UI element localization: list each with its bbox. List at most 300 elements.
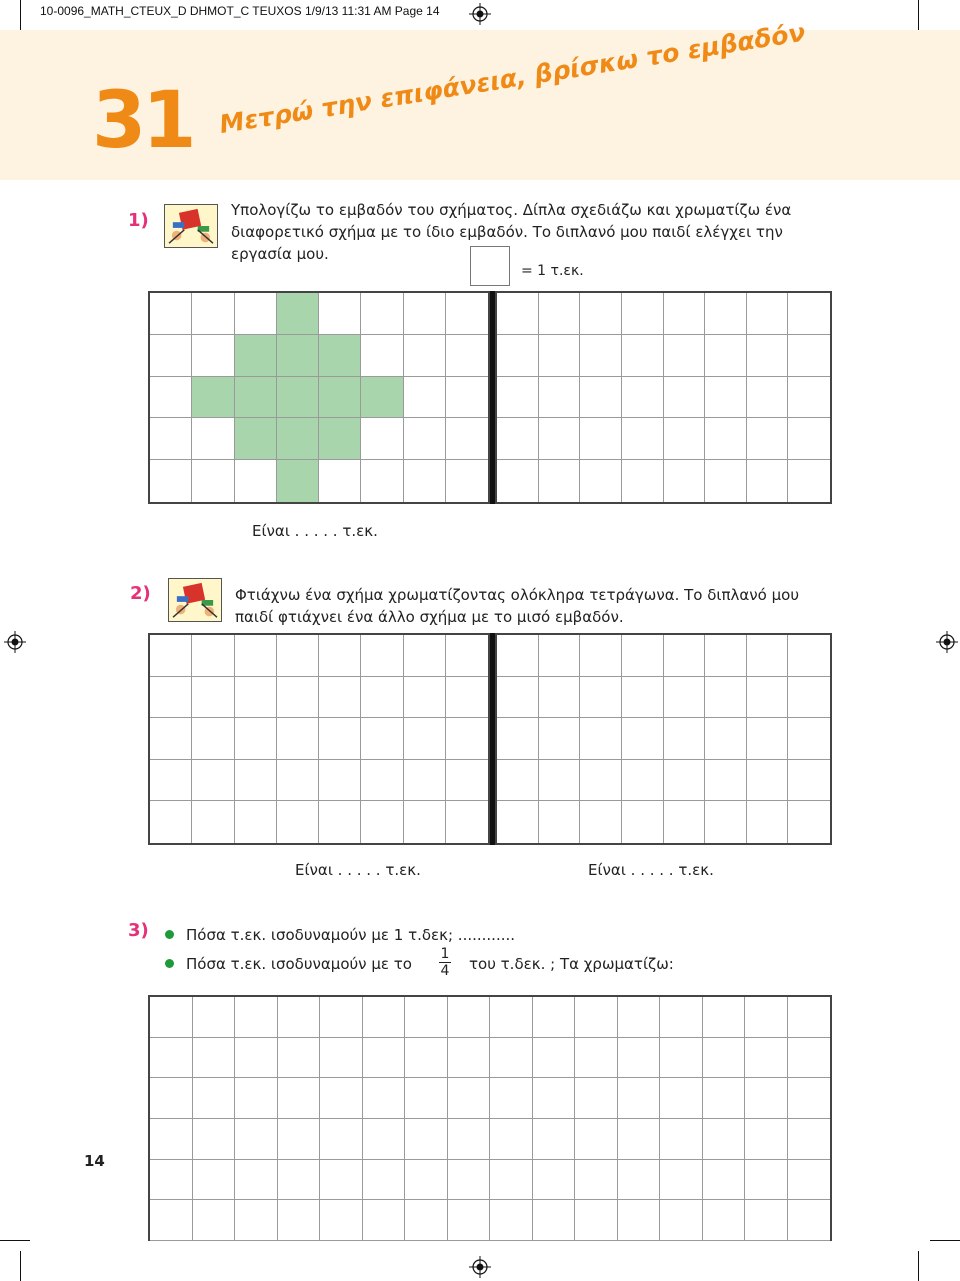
kids-working-icon: [168, 578, 222, 622]
grid-cell[interactable]: [703, 1038, 746, 1079]
grid-exercise-2-left[interactable]: [148, 633, 490, 845]
registration-mark-icon: [936, 631, 958, 653]
grid-cell[interactable]: [747, 418, 789, 460]
grid-cell[interactable]: [705, 718, 747, 760]
grid-cell[interactable]: [622, 718, 664, 760]
grid-cell[interactable]: [788, 677, 830, 719]
grid-cell[interactable]: [404, 635, 446, 677]
grid-cell[interactable]: [622, 293, 664, 335]
grid-cell[interactable]: [618, 997, 661, 1038]
grid-cell[interactable]: [319, 677, 361, 719]
grid-cell[interactable]: [539, 335, 581, 377]
grid-cell[interactable]: [703, 997, 746, 1038]
grid-cell-filled: [277, 335, 319, 377]
grid-cell[interactable]: [705, 801, 747, 843]
grid-cell[interactable]: [235, 635, 277, 677]
grid-cell[interactable]: [539, 460, 581, 502]
grid-cell[interactable]: [747, 377, 789, 419]
kids-working-icon: [164, 204, 218, 248]
instruction-line: Υπολογίζω το εμβαδόν του σχήματος. Δίπλα σχεδιάζω και χρωματίζω ένα: [231, 201, 792, 219]
grid-cell[interactable]: [150, 1038, 193, 1079]
grid-cell[interactable]: [150, 997, 193, 1038]
grid-cell[interactable]: [319, 760, 361, 802]
grid-exercise-1-left: [148, 291, 490, 504]
grid-cell[interactable]: [788, 635, 830, 677]
grid-cell[interactable]: [497, 677, 539, 719]
grid-cell[interactable]: [745, 1038, 788, 1079]
grid-cell[interactable]: [747, 460, 789, 502]
grid-cell[interactable]: [361, 718, 403, 760]
grid-cell[interactable]: [363, 1200, 406, 1241]
grid-cell[interactable]: [580, 377, 622, 419]
grid-cell[interactable]: [664, 635, 706, 677]
grid-cell[interactable]: [618, 1038, 661, 1079]
grid-cell-filled: [277, 418, 319, 460]
grid-cell[interactable]: [745, 1078, 788, 1119]
grid-cell[interactable]: [192, 718, 234, 760]
grid-cell[interactable]: [235, 1160, 278, 1201]
grid-cell: [446, 293, 488, 335]
grid-cell[interactable]: [448, 997, 491, 1038]
grid-cell[interactable]: [705, 377, 747, 419]
grid-cell[interactable]: [575, 1038, 618, 1079]
grid-cell: [319, 293, 361, 335]
grid-cell[interactable]: [235, 801, 277, 843]
grid-cell[interactable]: [745, 1119, 788, 1160]
grid-cell[interactable]: [618, 1160, 661, 1201]
grid-cell[interactable]: [575, 1119, 618, 1160]
page-number: 14: [84, 1152, 105, 1170]
grid-cell[interactable]: [745, 1200, 788, 1241]
grid-cell[interactable]: [539, 418, 581, 460]
grid-cell[interactable]: [575, 1200, 618, 1241]
grid-cell: [319, 460, 361, 502]
instruction-line: εργασία μου.: [231, 245, 329, 263]
exercise-1-answer[interactable]: Είναι . . . . . τ.εκ.: [252, 522, 378, 540]
grid-cell[interactable]: [703, 1200, 746, 1241]
grid-cell[interactable]: [788, 1160, 831, 1201]
grid-cell[interactable]: [703, 1160, 746, 1201]
grid-cell[interactable]: [150, 760, 192, 802]
grid-cell[interactable]: [446, 635, 488, 677]
grid-cell[interactable]: [705, 335, 747, 377]
grid-cell: [446, 460, 488, 502]
grid-cell[interactable]: [664, 335, 706, 377]
grid-cell[interactable]: [618, 1200, 661, 1241]
grid-cell[interactable]: [363, 1119, 406, 1160]
exercise-3-question-1: Πόσα τ.εκ. ισοδυναμούν με 1 τ.δεκ; ............: [186, 926, 516, 944]
grid-cell[interactable]: [150, 718, 192, 760]
grid-cell[interactable]: [446, 801, 488, 843]
grid-cell[interactable]: [580, 801, 622, 843]
grid-cell[interactable]: [747, 801, 789, 843]
grid-cell-filled: [277, 293, 319, 335]
grid-cell[interactable]: [575, 1160, 618, 1201]
grid-cell[interactable]: [448, 1200, 491, 1241]
grid-cell[interactable]: [193, 1038, 236, 1079]
grid-cell-filled: [235, 335, 277, 377]
grid-cell[interactable]: [705, 418, 747, 460]
grid-cell[interactable]: [320, 1038, 363, 1079]
grid-cell[interactable]: [788, 460, 830, 502]
grid-cell[interactable]: [533, 1078, 576, 1119]
grid-cell: [150, 377, 192, 419]
grid-cell[interactable]: [320, 1119, 363, 1160]
grid-cell[interactable]: [622, 760, 664, 802]
crop-mark: [20, 0, 21, 30]
grid-cell[interactable]: [705, 760, 747, 802]
grid-cell[interactable]: [361, 801, 403, 843]
grid-cell[interactable]: [539, 635, 581, 677]
grid-cell[interactable]: [788, 335, 830, 377]
grid-cell[interactable]: [448, 1038, 491, 1079]
grid-cell[interactable]: [703, 1078, 746, 1119]
grid-cell[interactable]: [705, 293, 747, 335]
grid-cell[interactable]: [539, 293, 581, 335]
fraction-one-quarter: [439, 946, 451, 979]
grid-cell[interactable]: [575, 997, 618, 1038]
grid-cell[interactable]: [319, 801, 361, 843]
grid-cell[interactable]: [705, 460, 747, 502]
grid-cell[interactable]: [618, 1119, 661, 1160]
exercise-3-question-2-end: του τ.δεκ. ; Τα χρωματίζω:: [469, 955, 674, 973]
grid-cell[interactable]: [747, 635, 789, 677]
grid-cell[interactable]: [490, 1119, 533, 1160]
grid-cell[interactable]: [580, 718, 622, 760]
grid-cell[interactable]: [404, 677, 446, 719]
grid-cell[interactable]: [539, 760, 581, 802]
grid-cell-filled: [361, 377, 403, 419]
grid-cell[interactable]: [490, 1038, 533, 1079]
grid-cell[interactable]: [497, 460, 539, 502]
grid-cell[interactable]: [277, 718, 319, 760]
grid-cell[interactable]: [150, 1078, 193, 1119]
grid-cell[interactable]: [319, 718, 361, 760]
grid-cell[interactable]: [747, 677, 789, 719]
grid-cell[interactable]: [277, 801, 319, 843]
grid-cell[interactable]: [150, 677, 192, 719]
grid-cell: [235, 460, 277, 502]
grid-cell[interactable]: [278, 1078, 321, 1119]
grid-cell[interactable]: [363, 1078, 406, 1119]
grid-cell: [150, 335, 192, 377]
registration-mark-icon: [4, 631, 26, 653]
grid-cell[interactable]: [747, 293, 789, 335]
grid-cell[interactable]: [490, 997, 533, 1038]
grid-cell: [404, 460, 446, 502]
registration-mark-icon: [469, 3, 491, 25]
grid-cell: [192, 460, 234, 502]
grid-cell[interactable]: [788, 1078, 831, 1119]
grid-cell[interactable]: [448, 1160, 491, 1201]
bullet-icon: [165, 930, 174, 939]
grid-cell[interactable]: [405, 1160, 448, 1201]
grid-cell: [404, 418, 446, 460]
grid-cell[interactable]: [788, 293, 830, 335]
grid-cell[interactable]: [150, 801, 192, 843]
grid-cell[interactable]: [622, 677, 664, 719]
grid-cell[interactable]: [622, 801, 664, 843]
grid-cell[interactable]: [747, 335, 789, 377]
grid-cell: [446, 377, 488, 419]
grid-cell: [446, 335, 488, 377]
grid-cell[interactable]: [788, 418, 830, 460]
instruction-line: διαφορετικό σχήμα με το ίδιο εμβαδόν. Το διπλανό μου παιδί ελέγχει την: [231, 223, 783, 241]
chapter-title: Μετρώ την επιφάνεια, βρίσκω το εμβαδόν: [217, 17, 808, 140]
grid-cell[interactable]: [405, 1119, 448, 1160]
grid-cell-filled: [319, 418, 361, 460]
instruction-line: Φτιάχνω ένα σχήμα χρωματίζοντας ολόκληρα τετράγωνα. Το διπλανό μου: [235, 586, 800, 604]
grid-cell: [361, 418, 403, 460]
grid-exercise-3[interactable]: [148, 995, 832, 1241]
grid-cell[interactable]: [580, 677, 622, 719]
grid-cell[interactable]: [319, 635, 361, 677]
grid-cell[interactable]: [235, 677, 277, 719]
grid-cell: [404, 293, 446, 335]
grid-cell[interactable]: [192, 760, 234, 802]
grid-cell[interactable]: [497, 718, 539, 760]
exercise-1-text: [231, 199, 791, 265]
grid-cell[interactable]: [705, 677, 747, 719]
grid-cell[interactable]: [446, 677, 488, 719]
grid-cell[interactable]: [363, 997, 406, 1038]
grid-cell[interactable]: [193, 997, 236, 1038]
grid-cell[interactable]: [664, 293, 706, 335]
grid-cell[interactable]: [192, 677, 234, 719]
grid-cell[interactable]: [497, 418, 539, 460]
grid-cell[interactable]: [622, 418, 664, 460]
crop-mark: [0, 1240, 30, 1241]
grid-cell[interactable]: [788, 801, 830, 843]
grid-cell[interactable]: [575, 1078, 618, 1119]
grid-cell[interactable]: [405, 1078, 448, 1119]
grid-cell[interactable]: [539, 801, 581, 843]
unit-label: = 1 τ.εκ.: [521, 263, 584, 279]
grid-cell[interactable]: [705, 635, 747, 677]
grid-cell[interactable]: [533, 1119, 576, 1160]
grid-cell[interactable]: [747, 760, 789, 802]
grid-cell[interactable]: [539, 677, 581, 719]
grid-cell: [361, 335, 403, 377]
grid-cell[interactable]: [660, 1038, 703, 1079]
grid-cell[interactable]: [533, 1160, 576, 1201]
grid-cell[interactable]: [497, 377, 539, 419]
grid-cell[interactable]: [539, 718, 581, 760]
grid-cell[interactable]: [745, 997, 788, 1038]
crop-mark: [20, 1251, 21, 1281]
grid-cell[interactable]: [745, 1160, 788, 1201]
grid-cell[interactable]: [664, 801, 706, 843]
grid-cell[interactable]: [278, 997, 321, 1038]
grid-cell-filled: [192, 377, 234, 419]
chapter-number: 31: [92, 76, 193, 166]
grid-cell-filled: [277, 377, 319, 419]
crop-mark: [930, 1240, 960, 1241]
grid-cell[interactable]: [580, 418, 622, 460]
grid-cell[interactable]: [150, 1160, 193, 1201]
grid-cell[interactable]: [404, 801, 446, 843]
grid-cell[interactable]: [497, 635, 539, 677]
grid-cell[interactable]: [235, 1119, 278, 1160]
instruction-line: παιδί φτιάχνει ένα άλλο σχήμα με το μισό εμβαδόν.: [235, 608, 624, 626]
grid-cell[interactable]: [235, 760, 277, 802]
fraction-numerator: 1: [440, 946, 450, 962]
grid-cell[interactable]: [404, 718, 446, 760]
grid-cell[interactable]: [192, 801, 234, 843]
grid-cell: [361, 460, 403, 502]
grid-cell[interactable]: [618, 1078, 661, 1119]
grid-cell[interactable]: [404, 760, 446, 802]
grid-cell[interactable]: [405, 997, 448, 1038]
grid-cell[interactable]: [446, 760, 488, 802]
grid-cell[interactable]: [235, 718, 277, 760]
grid-cell[interactable]: [539, 377, 581, 419]
grid-cell[interactable]: [497, 801, 539, 843]
grid-cell[interactable]: [622, 635, 664, 677]
grid-cell[interactable]: [664, 460, 706, 502]
grid-cell[interactable]: [448, 1119, 491, 1160]
grid-cell[interactable]: [664, 377, 706, 419]
grid-cell[interactable]: [533, 1038, 576, 1079]
grid-cell: [192, 418, 234, 460]
grid-cell: [404, 377, 446, 419]
grid-cell[interactable]: [193, 1160, 236, 1201]
print-header: 10-0096_MATH_CTEUX_D DHMOT_C TEUXOS 1/9/13 11:31 AM Page 14: [40, 4, 440, 18]
grid-cell[interactable]: [320, 997, 363, 1038]
grid-cell[interactable]: [533, 997, 576, 1038]
crop-mark: [918, 0, 919, 30]
grid-cell[interactable]: [150, 635, 192, 677]
grid-cell[interactable]: [490, 1200, 533, 1241]
registration-mark-icon: [469, 1256, 491, 1278]
crop-mark: [918, 1251, 919, 1281]
grid-cell[interactable]: [660, 997, 703, 1038]
grid-cell[interactable]: [235, 997, 278, 1038]
grid-cell[interactable]: [320, 1200, 363, 1241]
grid-cell[interactable]: [664, 677, 706, 719]
exercise-3-number: 3): [128, 920, 149, 941]
grid-cell: [150, 293, 192, 335]
grid-cell[interactable]: [622, 460, 664, 502]
grid-cell: [361, 293, 403, 335]
grid-cell[interactable]: [278, 1038, 321, 1079]
grid-cell[interactable]: [703, 1119, 746, 1160]
grid-cell[interactable]: [405, 1200, 448, 1241]
grid-cell[interactable]: [363, 1038, 406, 1079]
grid-cell[interactable]: [235, 1038, 278, 1079]
grid-cell[interactable]: [660, 1078, 703, 1119]
grid-cell[interactable]: [490, 1160, 533, 1201]
grid-cell[interactable]: [235, 1078, 278, 1119]
grid-cell: [192, 293, 234, 335]
grid-cell[interactable]: [580, 635, 622, 677]
grid-cell[interactable]: [622, 335, 664, 377]
grid-cell[interactable]: [193, 1119, 236, 1160]
grid-cell[interactable]: [788, 760, 830, 802]
grid-cell[interactable]: [193, 1200, 236, 1241]
grid-cell[interactable]: [320, 1078, 363, 1119]
grid-cell-filled: [319, 335, 361, 377]
grid-cell[interactable]: [277, 760, 319, 802]
grid-cell[interactable]: [580, 760, 622, 802]
grid-cell[interactable]: [361, 677, 403, 719]
grid-cell[interactable]: [664, 718, 706, 760]
grid-cell[interactable]: [788, 1119, 831, 1160]
grid-cell[interactable]: [361, 635, 403, 677]
grid-cell[interactable]: [497, 760, 539, 802]
grid-cell: [150, 418, 192, 460]
grid-cell[interactable]: [580, 460, 622, 502]
grid-cell[interactable]: [448, 1078, 491, 1119]
grid-cell[interactable]: [192, 635, 234, 677]
grid-cell: [235, 293, 277, 335]
grid-cell[interactable]: [497, 335, 539, 377]
grid-cell-filled: [319, 377, 361, 419]
grid-cell[interactable]: [788, 718, 830, 760]
grid-cell[interactable]: [622, 377, 664, 419]
grid-exercise-2-right[interactable]: [495, 633, 832, 845]
grid-cell[interactable]: [405, 1038, 448, 1079]
grid-cell[interactable]: [580, 335, 622, 377]
grid-cell[interactable]: [497, 293, 539, 335]
grid-cell: [446, 418, 488, 460]
bullet-icon: [165, 959, 174, 968]
grid-cell[interactable]: [660, 1160, 703, 1201]
grid-cell[interactable]: [533, 1200, 576, 1241]
grid-cell[interactable]: [747, 718, 789, 760]
grid-cell[interactable]: [277, 635, 319, 677]
exercise-2-answer-right[interactable]: Είναι . . . . . τ.εκ.: [588, 861, 714, 879]
grid-cell: [150, 460, 192, 502]
grid-cell[interactable]: [235, 1200, 278, 1241]
grid-cell[interactable]: [150, 1200, 193, 1241]
grid-cell[interactable]: [278, 1160, 321, 1201]
grid-cell-filled: [277, 460, 319, 502]
grid-cell: [192, 335, 234, 377]
grid-cell: [404, 335, 446, 377]
grid-cell[interactable]: [664, 418, 706, 460]
grid-cell[interactable]: [446, 718, 488, 760]
unit-square: [470, 246, 510, 286]
grid-cell[interactable]: [278, 1200, 321, 1241]
grid-cell[interactable]: [788, 377, 830, 419]
grid-cell[interactable]: [664, 760, 706, 802]
exercise-1-number: 1): [128, 210, 149, 231]
grid-cell[interactable]: [193, 1078, 236, 1119]
exercise-2-number: 2): [130, 583, 151, 604]
exercise-2-answer-left[interactable]: Είναι . . . . . τ.εκ.: [295, 861, 421, 879]
grid-cell[interactable]: [788, 1200, 831, 1241]
grid-cell-filled: [235, 377, 277, 419]
grid-cell[interactable]: [361, 760, 403, 802]
grid-cell[interactable]: [363, 1160, 406, 1201]
grid-cell[interactable]: [320, 1160, 363, 1201]
grid-cell[interactable]: [788, 997, 831, 1038]
grid-cell[interactable]: [490, 1078, 533, 1119]
grid-exercise-1-right[interactable]: [495, 291, 832, 504]
grid-cell[interactable]: [278, 1119, 321, 1160]
exercise-3-question-2-start: Πόσα τ.εκ. ισοδυναμούν με το: [186, 955, 412, 973]
grid-cell[interactable]: [580, 293, 622, 335]
grid-cell-filled: [235, 418, 277, 460]
exercise-2-text: [235, 584, 799, 628]
grid-cell[interactable]: [150, 1119, 193, 1160]
grid-cell[interactable]: [660, 1119, 703, 1160]
fraction-denominator: 4: [440, 963, 450, 979]
grid-cell[interactable]: [788, 1038, 831, 1079]
grid-cell[interactable]: [660, 1200, 703, 1241]
grid-cell[interactable]: [277, 677, 319, 719]
